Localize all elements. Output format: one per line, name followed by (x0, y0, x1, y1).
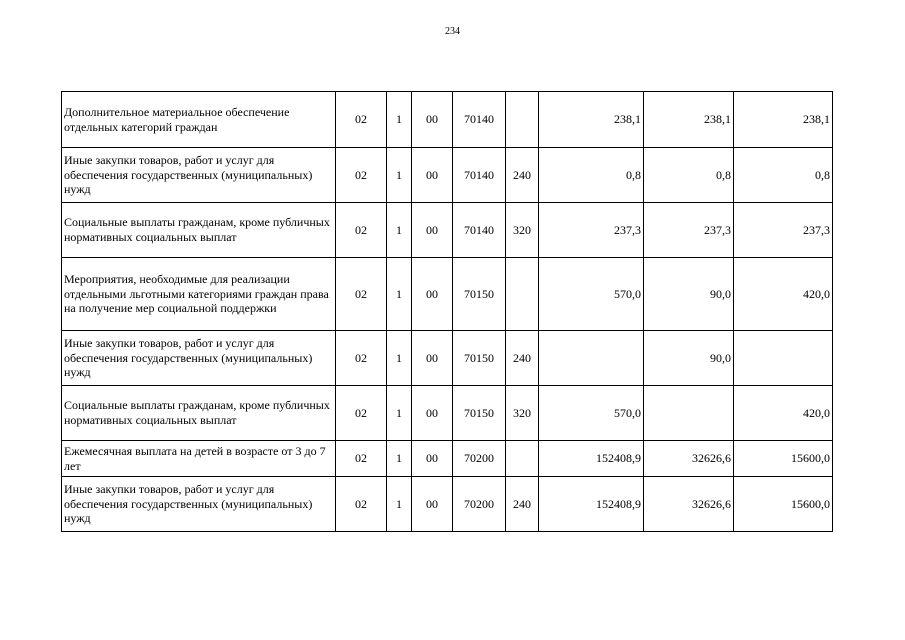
row-name-cell: Иные закупки товаров, работ и услуг для обеспечения государственных (муниципальных) нужд (62, 148, 336, 203)
section-code-cell: 02 (336, 441, 387, 477)
amount-year3-cell: 420,0 (734, 258, 833, 331)
row-name-cell: Мероприятия, необходимые для реализации отдельными льготными категориями граждан права на получение мер социальной поддержки (62, 258, 336, 331)
program-code-cell: 00 (412, 148, 453, 203)
row-name-cell: Дополнительное материальное обеспечение отдельных категорий граждан (62, 92, 336, 148)
target-article-cell: 70140 (453, 148, 506, 203)
expense-type-cell: 240 (506, 331, 539, 386)
amount-year3-cell: 15600,0 (734, 441, 833, 477)
table-body (62, 92, 833, 532)
amount-year2-cell: 32626,6 (644, 477, 734, 532)
target-article-cell: 70150 (453, 386, 506, 441)
row-name-cell: Социальные выплаты гражданам, кроме публичных нормативных социальных выплат (62, 203, 336, 258)
amount-year3-cell: 237,3 (734, 203, 833, 258)
amount-year2-cell: 90,0 (644, 331, 734, 386)
subsection-code-cell: 1 (387, 203, 412, 258)
section-code-cell: 02 (336, 258, 387, 331)
amount-year1-cell: 570,0 (539, 386, 644, 441)
table-row (62, 477, 833, 532)
expense-type-cell: 240 (506, 148, 539, 203)
budget-table (61, 91, 833, 532)
target-article-cell: 70140 (453, 203, 506, 258)
subsection-code-cell: 1 (387, 148, 412, 203)
amount-year1-cell: 152408,9 (539, 477, 644, 532)
section-code-cell: 02 (336, 148, 387, 203)
section-code-cell: 02 (336, 386, 387, 441)
amount-year1-cell (539, 331, 644, 386)
table-row (62, 386, 833, 441)
row-name-cell: Ежемесячная выплата на детей в возрасте от 3 до 7 лет (62, 441, 336, 477)
expense-type-cell (506, 441, 539, 477)
section-code-cell: 02 (336, 331, 387, 386)
expense-type-cell (506, 258, 539, 331)
subsection-code-cell: 1 (387, 441, 412, 477)
amount-year2-cell: 237,3 (644, 203, 734, 258)
program-code-cell: 00 (412, 203, 453, 258)
amount-year3-cell (734, 331, 833, 386)
expense-type-cell (506, 92, 539, 148)
program-code-cell: 00 (412, 92, 453, 148)
amount-year2-cell: 90,0 (644, 258, 734, 331)
program-code-cell: 00 (412, 477, 453, 532)
section-code-cell: 02 (336, 477, 387, 532)
amount-year1-cell: 152408,9 (539, 441, 644, 477)
amount-year2-cell: 238,1 (644, 92, 734, 148)
subsection-code-cell: 1 (387, 92, 412, 148)
expense-type-cell: 320 (506, 386, 539, 441)
target-article-cell: 70200 (453, 441, 506, 477)
amount-year1-cell: 237,3 (539, 203, 644, 258)
subsection-code-cell: 1 (387, 386, 412, 441)
section-code-cell: 02 (336, 92, 387, 148)
page-number: 234 (445, 26, 460, 37)
amount-year2-cell: 0,8 (644, 148, 734, 203)
target-article-cell: 70150 (453, 331, 506, 386)
amount-year3-cell: 15600,0 (734, 477, 833, 532)
table-row (62, 203, 833, 258)
expense-type-cell: 320 (506, 203, 539, 258)
target-article-cell: 70200 (453, 477, 506, 532)
amount-year3-cell: 420,0 (734, 386, 833, 441)
amount-year1-cell: 570,0 (539, 258, 644, 331)
target-article-cell: 70140 (453, 92, 506, 148)
target-article-cell: 70150 (453, 258, 506, 331)
amount-year3-cell: 0,8 (734, 148, 833, 203)
section-code-cell: 02 (336, 203, 387, 258)
amount-year2-cell: 32626,6 (644, 441, 734, 477)
table-row (62, 331, 833, 386)
amount-year1-cell: 0,8 (539, 148, 644, 203)
amount-year2-cell (644, 386, 734, 441)
program-code-cell: 00 (412, 386, 453, 441)
table-row (62, 258, 833, 331)
table-row (62, 441, 833, 477)
program-code-cell: 00 (412, 258, 453, 331)
amount-year1-cell: 238,1 (539, 92, 644, 148)
subsection-code-cell: 1 (387, 258, 412, 331)
amount-year3-cell: 238,1 (734, 92, 833, 148)
subsection-code-cell: 1 (387, 477, 412, 532)
row-name-cell: Иные закупки товаров, работ и услуг для обеспечения государственных (муниципальных) нужд (62, 331, 336, 386)
row-name-cell: Социальные выплаты гражданам, кроме публичных нормативных социальных выплат (62, 386, 336, 441)
table-row (62, 148, 833, 203)
program-code-cell: 00 (412, 441, 453, 477)
expense-type-cell: 240 (506, 477, 539, 532)
subsection-code-cell: 1 (387, 331, 412, 386)
row-name-cell: Иные закупки товаров, работ и услуг для обеспечения государственных (муниципальных) нужд (62, 477, 336, 532)
table-row (62, 92, 833, 148)
program-code-cell: 00 (412, 331, 453, 386)
